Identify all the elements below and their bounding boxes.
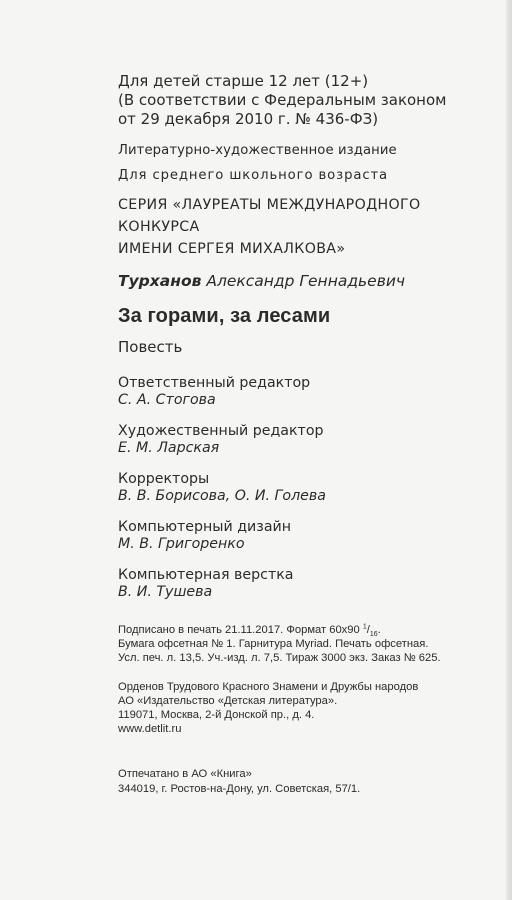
audience: Для среднего школьного возраста — [118, 168, 389, 183]
print-info-line: Подписано в печать 21.11.2017. Формат 60x90 $^1/_{16}$. — [118, 623, 381, 639]
age-rating-block — [118, 72, 498, 129]
publisher-website-link[interactable]: www.detlit.ru — [118, 723, 182, 736]
age-rating-line: Для детей старше 12 лет (12+) — [118, 72, 369, 90]
credit-item — [118, 375, 498, 409]
author-surname: Турханов — [118, 272, 202, 290]
printer-block — [118, 767, 498, 795]
credit-name: С. А. Стогова — [118, 392, 216, 408]
format-denominator: 16 — [369, 631, 378, 639]
credit-role: Компьютерный дизайн — [118, 519, 292, 535]
printer-name-line: Отпечатано в АО «Книга» — [118, 768, 252, 781]
credit-role: Художественный редактор — [118, 423, 324, 439]
series-line: ИМЕНИ СЕРГЕЯ МИХАЛКОВА» — [118, 241, 346, 257]
print-info-period: . — [377, 624, 381, 636]
edition-type: Литературно-художественное издание — [118, 143, 397, 158]
author-given-names: Александр Геннадьевич — [206, 272, 406, 290]
credit-item — [118, 519, 498, 553]
print-volume-line: Усл. печ. л. 13,5. Уч.-изд. л. 7,5. Тираж 3000 экз. Заказ № 625. — [118, 652, 441, 665]
credit-name: В. И. Тушева — [118, 584, 213, 600]
credit-role: Корректоры — [118, 471, 210, 487]
imprint-content — [118, 72, 498, 796]
age-rating-law-date-line: от 29 декабря 2010 г. № 436-ФЗ) — [118, 110, 379, 128]
publisher-block — [118, 680, 498, 737]
credit-name: Е. М. Ларская — [118, 440, 220, 456]
print-info-block — [118, 623, 498, 666]
printer-address-line: 344019, г. Ростов-на-Дону, ул. Советская, 57/1. — [118, 782, 361, 795]
format-numerator: 1 — [362, 623, 367, 631]
credit-item — [118, 471, 498, 505]
series-block — [118, 194, 498, 260]
credit-item — [118, 423, 498, 457]
paper-info-line: Бумага офсетная № 1. Гарнитура Myriad. Печать офсетная. — [118, 638, 429, 651]
publisher-name-line: АО «Издательство «Детская литература». — [118, 694, 338, 707]
age-rating-law-line: (В соответствии с Федеральным законом — [118, 91, 447, 109]
page-edge-shadow — [506, 0, 512, 900]
author — [118, 272, 498, 290]
credit-item — [118, 567, 498, 601]
book-title: За горами, за лесами — [118, 305, 331, 327]
print-signing-text: Подписано в печать 21.11.2017. Формат 60x90 — [118, 624, 363, 636]
credit-name: М. В. Григоренко — [118, 536, 245, 552]
credit-name: В. В. Борисова, О. И. Голева — [118, 488, 326, 504]
publisher-address-line: 119071, Москва, 2-й Донской пр., д. 4. — [118, 709, 315, 722]
credit-role: Ответственный редактор — [118, 375, 311, 391]
series-line: СЕРИЯ «ЛАУРЕАТЫ МЕЖДУНАРОДНОГО КОНКУРСА — [118, 197, 421, 235]
genre: Повесть — [118, 338, 183, 356]
publisher-awards-line: Орденов Трудового Красного Знамени и Дружбы народов — [118, 680, 419, 693]
credit-role: Компьютерная верстка — [118, 567, 294, 583]
credits-list — [118, 375, 498, 601]
